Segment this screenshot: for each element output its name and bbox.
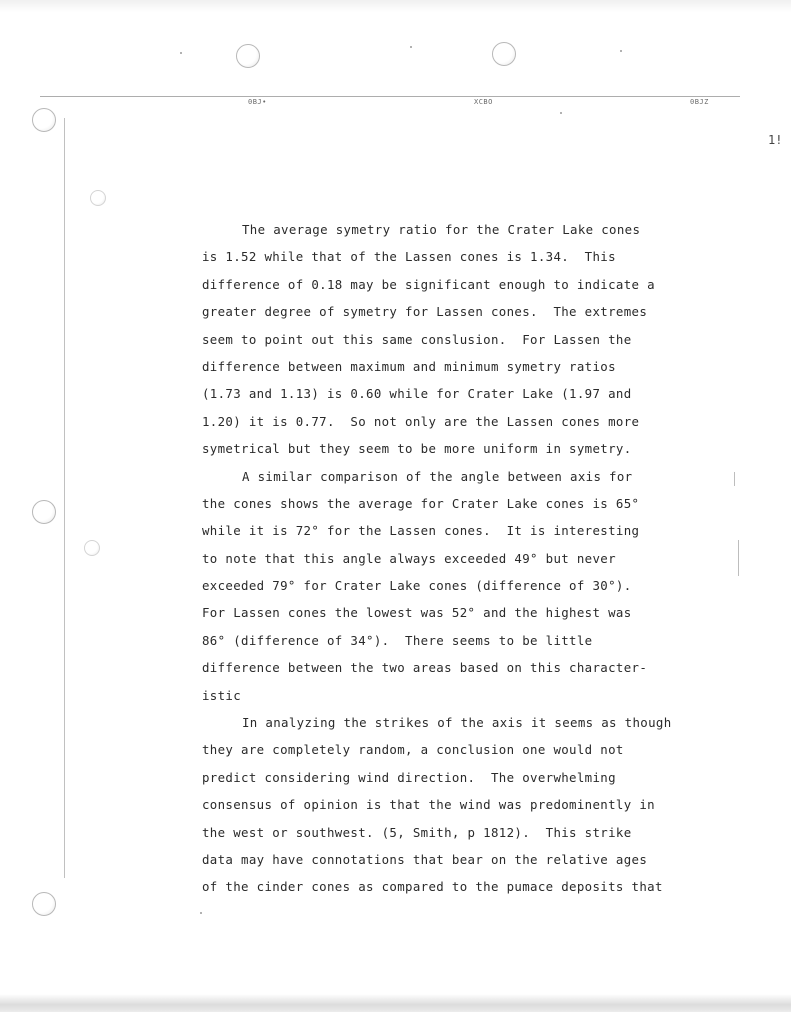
text-line: the cones shows the average for Crater Lake cones is 65° xyxy=(202,495,640,511)
scan-speck xyxy=(410,46,412,48)
header-stamp: XCBO xyxy=(474,98,493,106)
punch-hole-top-left xyxy=(236,44,260,68)
text-line: the west or southwest. (5, Smith, p 1812). This strike xyxy=(202,824,632,840)
text-line: A similar comparison of the angle between axis for xyxy=(242,468,633,484)
text-line: istic xyxy=(202,687,242,703)
document-body xyxy=(202,216,722,901)
scan-mark xyxy=(738,540,739,576)
punch-hole-side-middle xyxy=(32,500,56,524)
scan-bottom-edge xyxy=(0,994,791,1012)
text-line: (1.73 and 1.13) is 0.60 while for Crater Lake (1.97 and xyxy=(202,386,632,402)
text-line: symetrical but they seem to be more uniform in symetry. xyxy=(202,441,632,457)
faint-hole-mark xyxy=(84,540,100,556)
margin-line xyxy=(64,118,65,878)
text-line: to note that this angle always exceeded 49° but never xyxy=(202,550,616,566)
text-line: difference between the two areas based on this character- xyxy=(202,660,648,676)
text-line: difference of 0.18 may be significant enough to indicate a xyxy=(202,276,655,292)
scan-mark xyxy=(734,472,735,486)
text-line: For Lassen cones the lowest was 52° and the highest was xyxy=(202,605,632,621)
text-line: 86° (difference of 34°). There seems to be little xyxy=(202,632,593,648)
header-rule xyxy=(40,96,740,97)
text-line: is 1.52 while that of the Lassen cones is 1.34. This xyxy=(202,249,616,265)
page-number: 1! xyxy=(768,133,783,147)
text-line: greater degree of symetry for Lassen cones. The extremes xyxy=(202,304,648,320)
punch-hole-side-top xyxy=(32,108,56,132)
text-line: In analyzing the strikes of the axis it seems as though xyxy=(242,715,672,731)
scan-top-edge xyxy=(0,0,791,12)
text-line: while it is 72° for the Lassen cones. It is interesting xyxy=(202,523,640,539)
scan-speck xyxy=(620,50,622,52)
text-line: consensus of opinion is that the wind was predominently in xyxy=(202,797,655,813)
text-line: data may have connotations that bear on the relative ages xyxy=(202,851,648,867)
header-stamp: 0BJ• xyxy=(248,98,267,106)
faint-hole-mark xyxy=(90,190,106,206)
text-line: exceeded 79° for Crater Lake cones (difference of 30°). xyxy=(202,578,632,594)
text-line: difference between maximum and minimum symetry ratios xyxy=(202,358,616,374)
text-line: seem to point out this same conslusion. For Lassen the xyxy=(202,331,632,347)
punch-hole-side-bottom xyxy=(32,892,56,916)
text-line: they are completely random, a conclusion one would not xyxy=(202,742,624,758)
text-line: 1.20) it is 0.77. So not only are the Lassen cones more xyxy=(202,413,640,429)
scan-speck xyxy=(200,912,202,914)
header-stamp: 0BJZ xyxy=(690,98,709,106)
scan-speck xyxy=(180,52,182,54)
scan-speck xyxy=(560,112,562,114)
text-line: predict considering wind direction. The overwhelming xyxy=(202,769,616,785)
text-line: of the cinder cones as compared to the pumace deposits that xyxy=(202,879,663,895)
punch-hole-top-right xyxy=(492,42,516,66)
text-line: The average symetry ratio for the Crater Lake cones xyxy=(242,222,641,237)
